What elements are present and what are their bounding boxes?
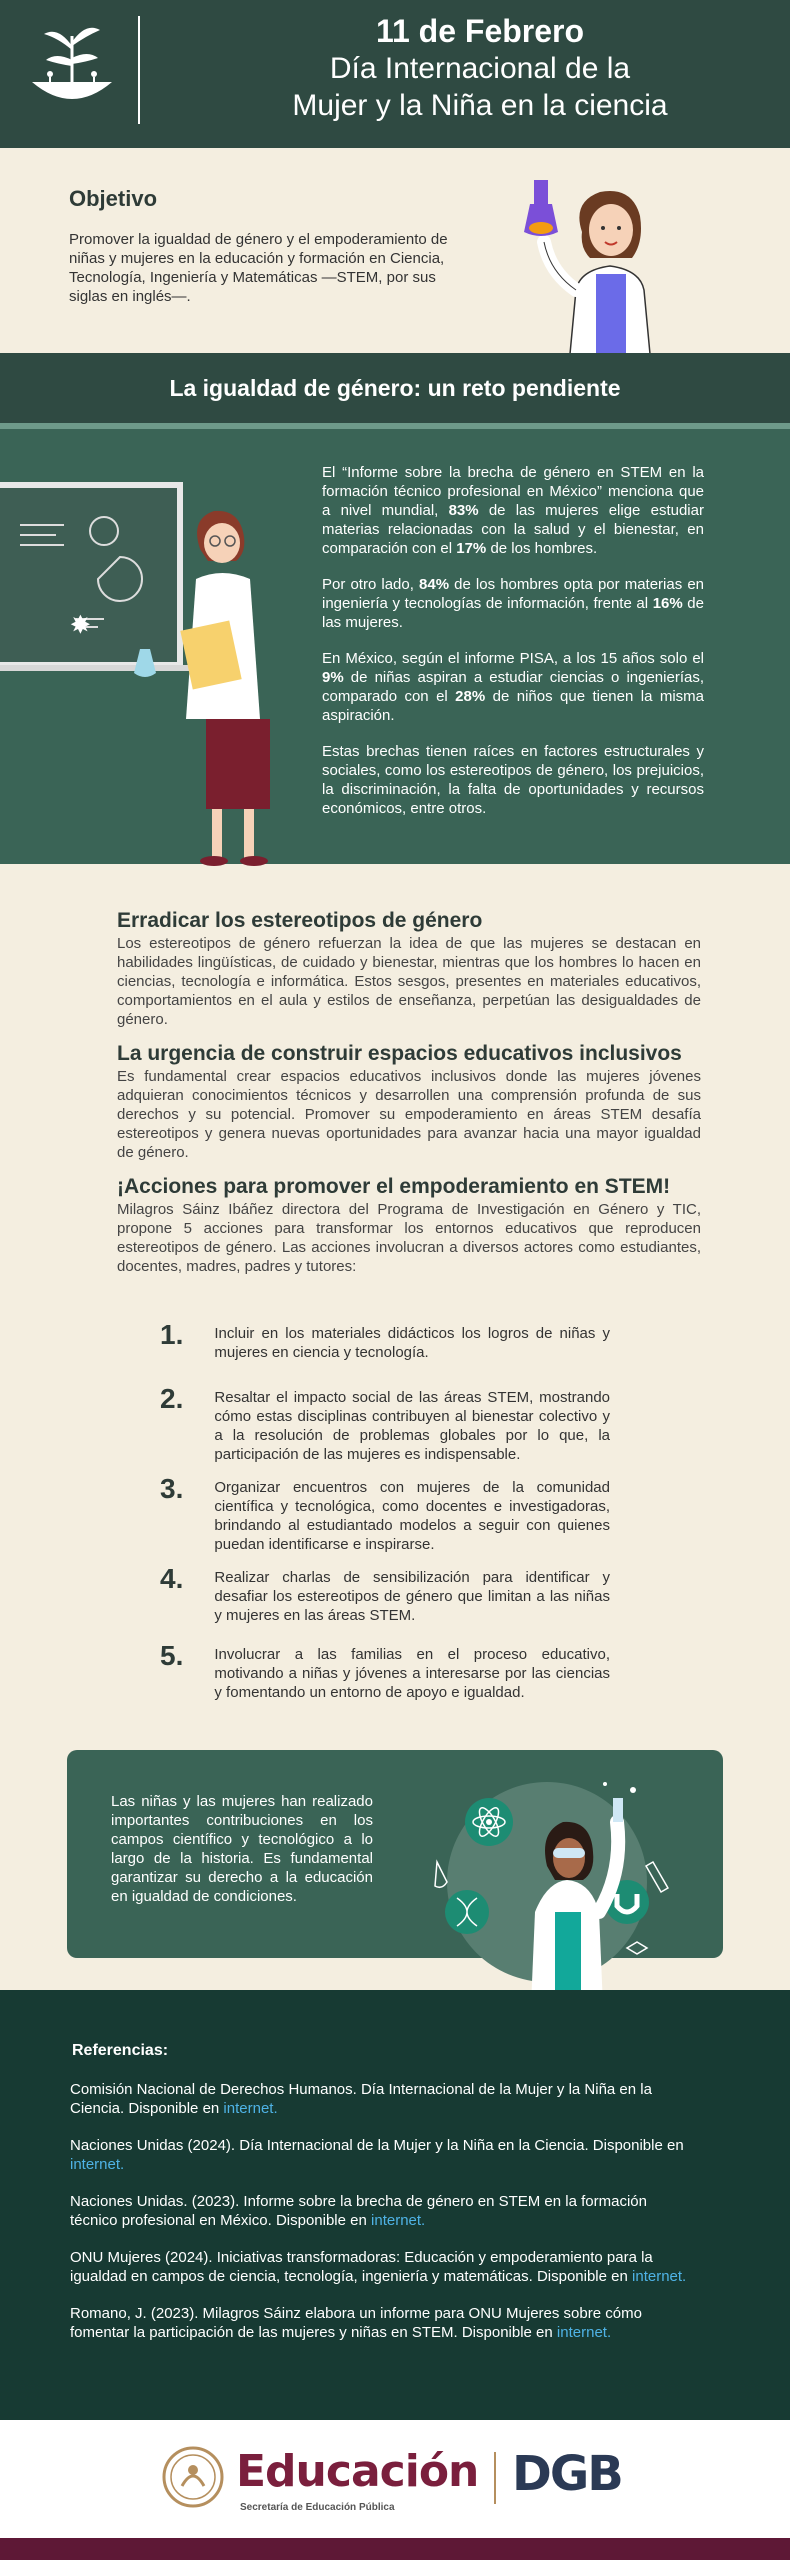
header-date: 11 de Febrero — [375, 13, 585, 49]
stat-paragraph-4: Estas brechas tienen raíces en factores estructurales y sociales, como los estereotipos de género, los prejuicios, la discriminación, la falta de oportunidades y recursos económicos, entre otros. — [322, 743, 704, 817]
reference-link[interactable]: internet. — [371, 2212, 426, 2229]
footer-divider — [494, 2452, 496, 2504]
plant-tree-logo-icon — [28, 16, 116, 112]
header-title — [190, 12, 770, 124]
list-item — [160, 1384, 610, 1464]
action-text: Resaltar el impacto social de las áreas STEM, mostrando cómo estas disciplinas contribuyen al bienestar colectivo y a la resolución de problemas globales por lo que, la participación de las mujeres es indispensable. — [214, 1389, 610, 1463]
banner-title: La igualdad de género: un reto pendiente — [169, 375, 621, 401]
article-text-inclusive: Es fundamental crear espacios educativos inclusivos donde las mujeres jóvenes adquieran conocimientos técnicos y desarrollen una comprensión profunda de sus derechos y su potencial. Promover su empoderamiento en áreas STEM desafía estereotipos y genera nuevas oportunidades para avanzar hacia una mayor igualdad de género. — [117, 1068, 701, 1161]
educacion-logo-subtitle: Secretaría de Educación Pública — [240, 2502, 395, 2513]
action-text: Realizar charlas de sensibilización para identificar y desafiar los estereotipos de género que limitan a las niñas y mujeres en las áreas STEM. — [214, 1569, 610, 1624]
reference-item: Romano, J. (2023). Milagros Sáinz elabora un informe para ONU Mujeres sobre cómo fomentar la participación de las mujeres y niñas en STEM. Disponible en internet. — [70, 2305, 642, 2341]
article-title-stereotypes: Erradicar los estereotipos de género — [117, 909, 483, 932]
header-title-line1: Día Internacional de la — [329, 52, 631, 85]
teacher-at-board-illustration — [0, 449, 310, 869]
actions-list — [160, 1320, 610, 1702]
action-number: 5. — [160, 1640, 184, 1671]
article-text-stereotypes: Los estereotipos de género refuerzan la idea de que las mujeres se destacan en habilidades lingüísticas, de cuidado y bienestar, mientras que los hombres lo hacen en ciencias, tecnología e informática. Estos sesgos, presentes en materiales educativos, comportamientos en el aula y estilos de enseñanza, perpetúan las desigualdades de género. — [117, 935, 701, 1028]
reference-item: Comisión Nacional de Derechos Humanos. Día Internacional de la Mujer y la Niña en la Ciencia. Disponible en internet. — [70, 2081, 652, 2117]
action-text: Organizar encuentros con mujeres de la comunidad científica y tecnológica, como docentes e investigadoras, brindando al estudiantado modelos a seguir con quienes puedan identificarse e inspirarse. — [214, 1479, 610, 1553]
statistics-text — [322, 463, 704, 835]
reference-link[interactable]: internet. — [556, 2324, 612, 2341]
reference-item: Naciones Unidas (2024). Día Internacional de la Mujer y la Niña en la Ciencia. Disponible en internet. — [70, 2137, 684, 2173]
girl-with-flask-illustration — [520, 162, 700, 354]
reference-link[interactable]: internet. — [223, 2100, 278, 2117]
objetivo-section — [0, 148, 790, 353]
educacion-logo-word: Educación — [236, 2446, 479, 2497]
footer — [0, 2420, 790, 2538]
dgb-logo: DGB — [512, 2446, 622, 2502]
action-text: Involucrar a las familias en el proceso educativo, motivando a niñas y jóvenes a interesarse por las ciencias y fomentando un entorno de apoyo e igualdad. — [214, 1646, 610, 1701]
objetivo-text: Promover la igualdad de género y el empoderamiento de niñas y mujeres en la educación y formación en Ciencia, Tecnología, Ingeniería y Matemáticas —STEM, por sus siglas en inglés—. — [69, 231, 448, 305]
section-banner — [0, 353, 790, 423]
articles-section — [117, 908, 701, 1288]
dna-icon — [445, 1890, 489, 1934]
article-title-inclusive: La urgencia de construir espacios educativos inclusivos — [117, 1042, 682, 1065]
stat-paragraph-3: En México, según el informe PISA, a los 15 años solo el 9% de niñas aspiran a estudiar ciencias o ingenierías, comparado con el 28% de niños que tienen la misma aspiración. — [322, 650, 704, 724]
atom-icon — [465, 1798, 513, 1846]
references-title: Referencias: — [72, 2042, 169, 2059]
header — [0, 0, 790, 148]
bottom-bar — [0, 2538, 790, 2560]
article-text-actions: Milagros Sáinz Ibáñez directora del Programa de Investigación en Género y TIC, propone 5 acciones para transformar los entornos educativos que reproducen estereotipos de género. Las acciones involucran a diversos actores como estudiantes, docentes, madres, padres y tutores: — [117, 1201, 701, 1275]
stat-paragraph-2: Por otro lado, 84% de los hombres opta por materias en ingeniería y tecnologías de información, frente al 16% de las mujeres. — [322, 576, 705, 631]
callout-box — [67, 1750, 723, 1958]
reference-link[interactable]: internet. — [632, 2268, 687, 2285]
list-item — [160, 1474, 610, 1554]
reference-item: Naciones Unidas. (2023). Informe sobre la brecha de género en STEM en la formación técnico profesional en México. Disponible en internet. — [70, 2193, 647, 2229]
list-item — [160, 1320, 610, 1362]
callout-text: Las niñas y las mujeres han realizado importantes contribuciones en los campos científico y tecnológico a lo largo de la historia. Es fundamental garantizar su derecho a la educación en igualdad de condiciones. — [111, 1793, 373, 1905]
action-number: 2. — [160, 1383, 184, 1414]
article-title-actions: ¡Acciones para promover el empoderamiento en STEM! — [117, 1175, 671, 1198]
mexico-seal-icon — [162, 2446, 224, 2508]
action-number: 4. — [160, 1563, 184, 1594]
references-section — [0, 1990, 790, 2420]
reference-item: ONU Mujeres (2024). Iniciativas transformadoras: Educación y empoderamiento para la igualdad en campos de ciencia, tecnología, ingeniería y matemáticas. Disponible en internet. — [70, 2249, 687, 2285]
objetivo-title: Objetivo — [69, 186, 158, 211]
action-number: 3. — [160, 1473, 184, 1504]
reference-link[interactable]: internet. — [70, 2156, 125, 2173]
list-item — [160, 1564, 610, 1625]
action-number: 1. — [160, 1319, 184, 1350]
header-divider — [138, 16, 140, 124]
header-title-line2: Mujer y la Niña en la ciencia — [292, 89, 668, 122]
statistics-section — [0, 429, 790, 864]
flask-icon — [524, 180, 558, 236]
stat-paragraph-1: El “Informe sobre la brecha de género en STEM en la formación técnico profesional en México” menciona que a nivel mundial, 83% de las mujeres elige estudiar materias relacionadas con la salud y el bienestar, en comparación con el 17% de los hombres. — [322, 464, 704, 557]
action-text: Incluir en los materiales didácticos los logros de niñas y mujeres en ciencia y tecnología. — [214, 1325, 610, 1361]
scientist-illustration — [427, 1762, 707, 2006]
references-list — [70, 2080, 690, 2360]
list-item — [160, 1641, 610, 1702]
